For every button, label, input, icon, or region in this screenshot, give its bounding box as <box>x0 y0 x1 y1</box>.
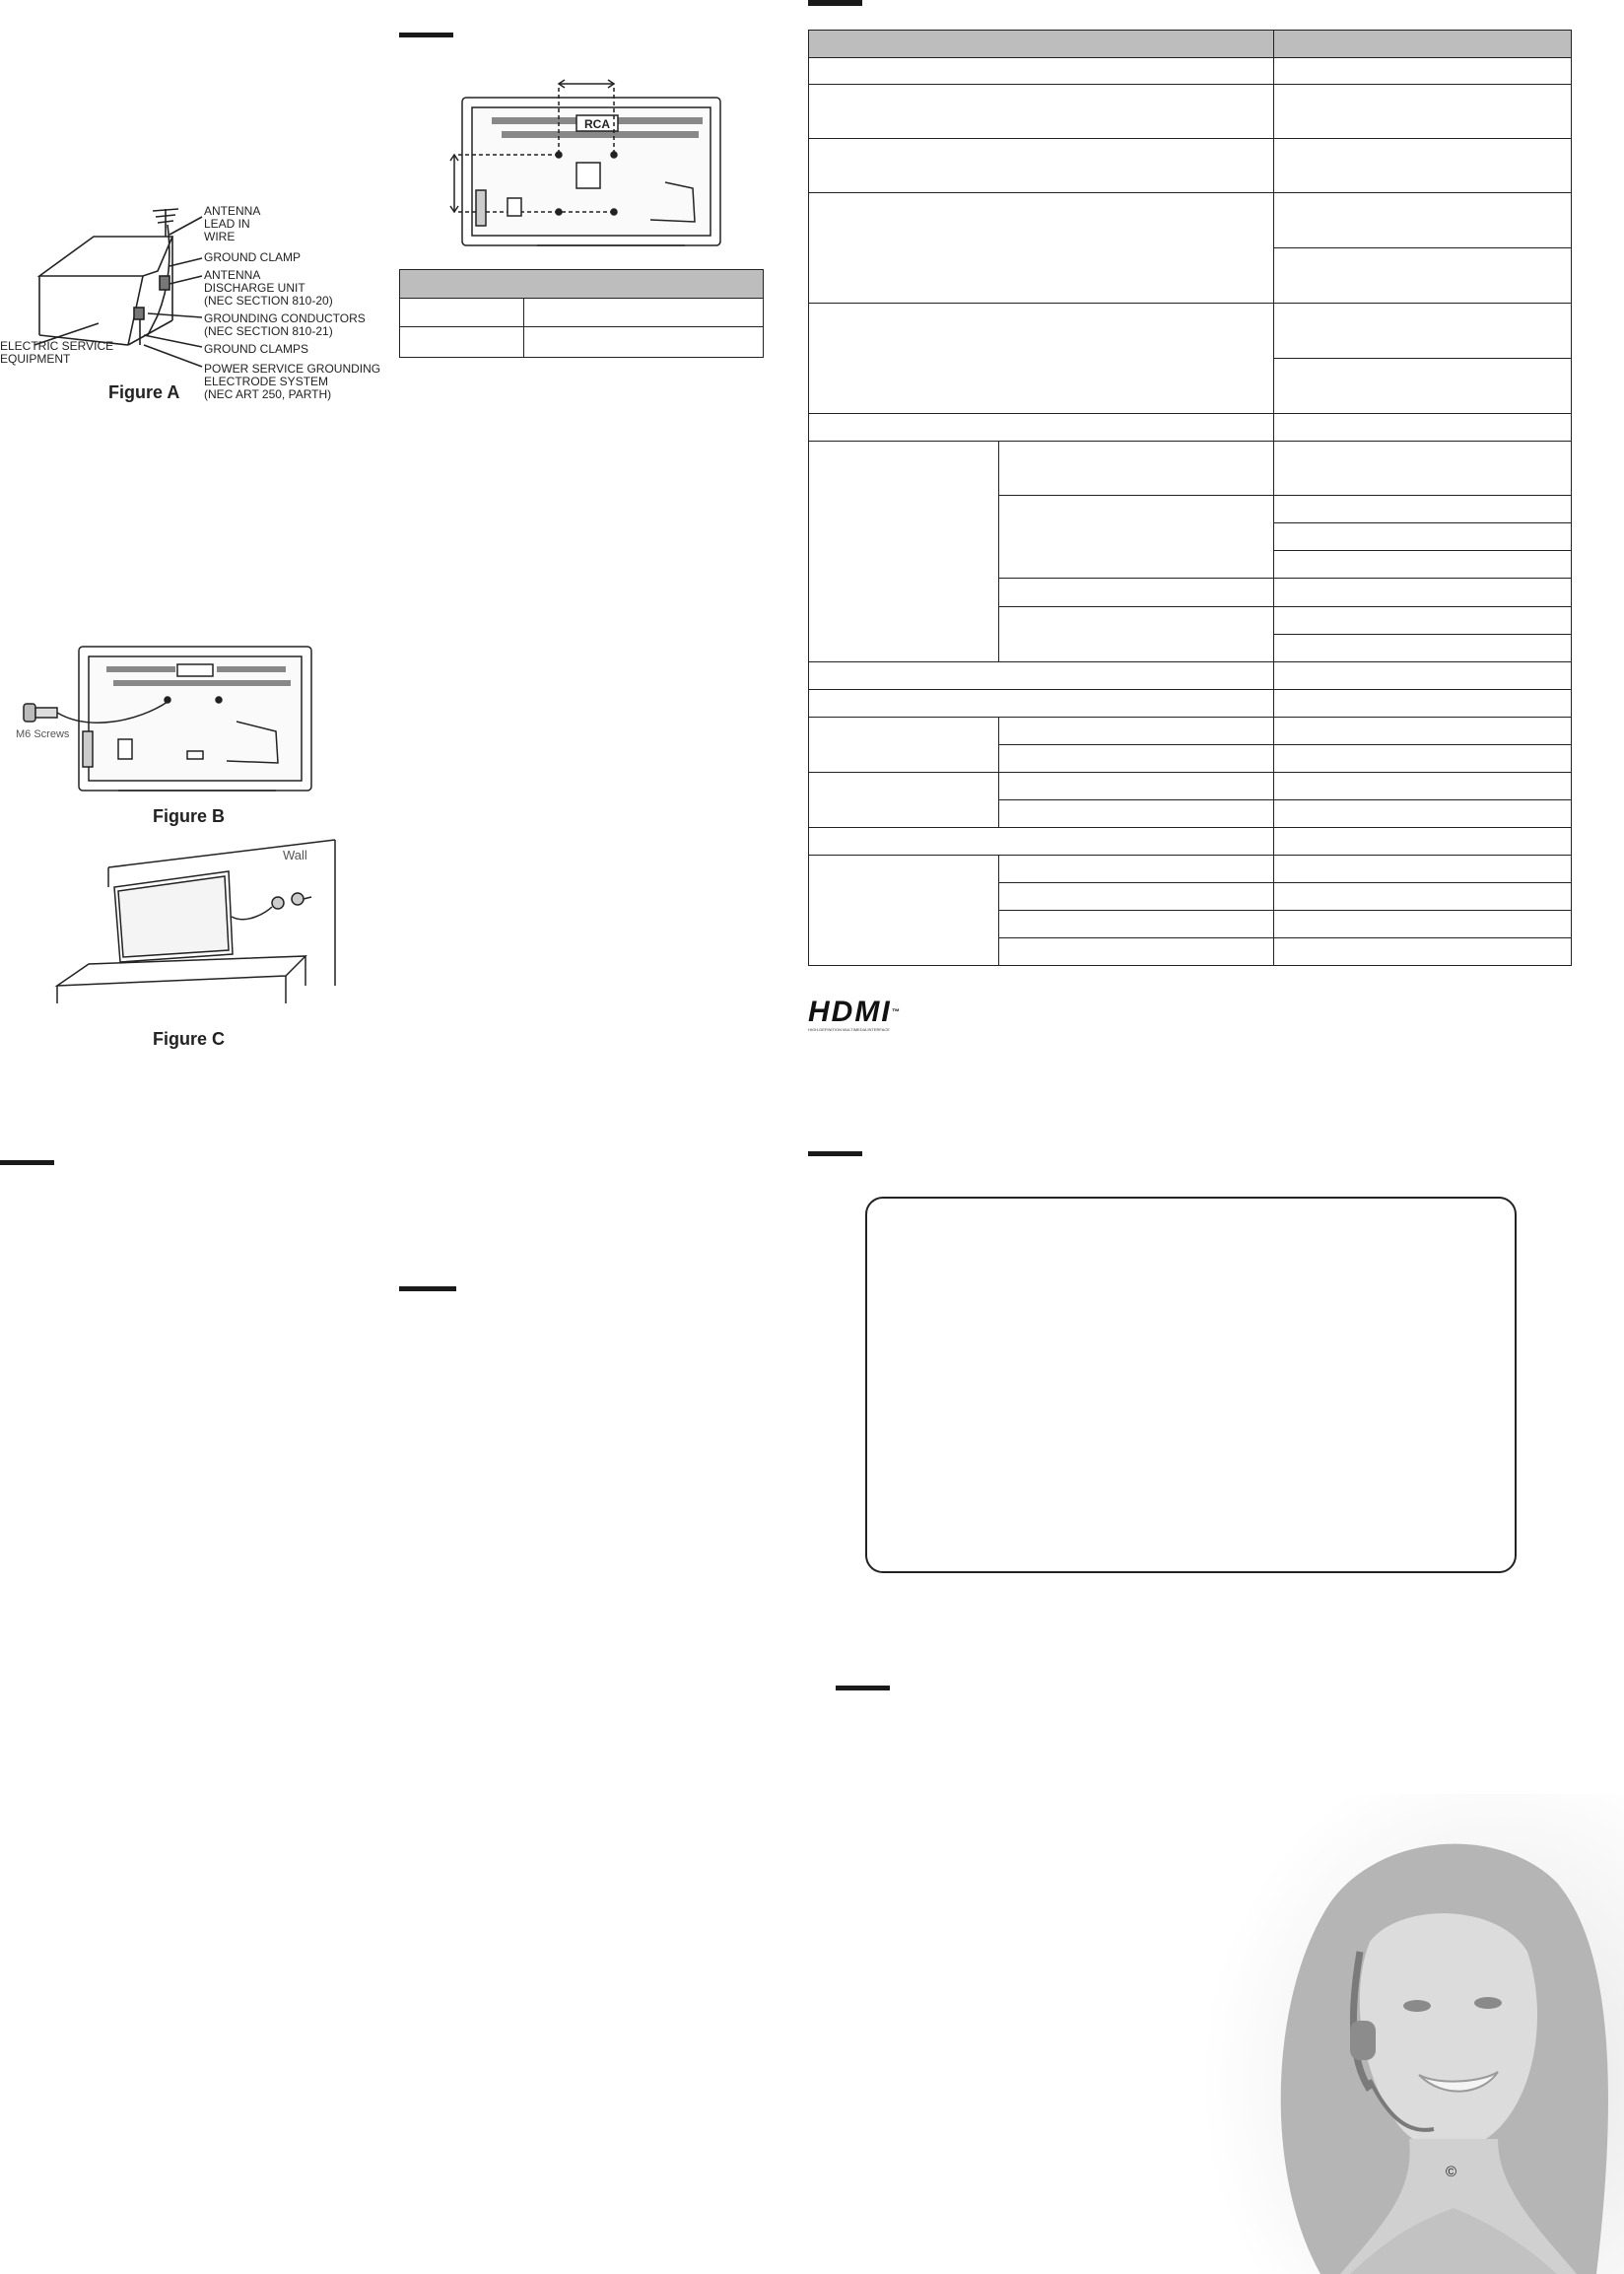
table-row <box>809 773 1572 800</box>
hdmi-logo-word: HDMI <box>808 996 892 1028</box>
callout-nec-810-20: (NEC SECTION 810-20) <box>204 294 333 308</box>
table-row <box>809 828 1572 856</box>
support-agent-photo <box>1202 1794 1624 2274</box>
m6-screws-label: M6 Screws <box>16 728 70 740</box>
callout-antenna-2: ANTENNA <box>204 268 261 282</box>
section-heading-bar-right-lower <box>836 1686 890 1690</box>
wall-label: Wall <box>283 848 307 862</box>
equipment-label: EQUIPMENT <box>0 352 71 366</box>
table-row <box>809 304 1572 359</box>
table-row <box>400 327 764 358</box>
callout-ground-clamps: GROUND CLAMPS <box>204 342 309 356</box>
callout-antenna: ANTENNA <box>204 204 261 218</box>
figure-a-caption: Figure A <box>108 382 180 402</box>
callout-electrode-system: ELECTRODE SYSTEM <box>204 375 329 388</box>
notice-box <box>865 1197 1517 1573</box>
figure-c-drawing <box>49 838 365 1005</box>
callout-grounding-conductors: GROUNDING CONDUCTORS <box>204 311 366 325</box>
table-row <box>809 85 1572 139</box>
section-heading-bar-mid-lower <box>399 1286 456 1291</box>
callout-ground-clamp: GROUND CLAMP <box>204 250 302 264</box>
figure-b-drawing <box>20 643 315 795</box>
hdmi-logo-tagline: HIGH-DEFINITION MULTIMEDIA INTERFACE <box>808 1027 890 1032</box>
callout-lead-in: LEAD IN <box>204 217 250 231</box>
callout-power-service-grounding: POWER SERVICE GROUNDING <box>204 362 381 376</box>
vesa-table <box>399 269 764 358</box>
table-row <box>809 139 1572 193</box>
table-row <box>809 193 1572 248</box>
vesa-table-header <box>400 270 764 299</box>
figure-c-caption: Figure C <box>153 1029 226 1049</box>
callout-nec-810-21: (NEC SECTION 810-21) <box>204 324 333 338</box>
figure-b-caption: Figure B <box>153 806 226 826</box>
table-row <box>400 299 764 327</box>
spec-table-header <box>809 31 1572 58</box>
callout-nec-art-250: (NEC ART 250, PARTH) <box>204 387 332 401</box>
table-row <box>809 414 1572 442</box>
vesa-rear-panel-drawing <box>448 74 724 251</box>
table-row <box>809 856 1572 883</box>
section-heading-bar-left <box>0 1160 54 1165</box>
table-row <box>809 58 1572 85</box>
copyright-mark: © <box>1446 2164 1457 2180</box>
section-heading-bar-right-mid <box>808 1151 862 1156</box>
hdmi-logo <box>808 998 902 1033</box>
table-row <box>809 718 1572 745</box>
table-row <box>809 442 1572 496</box>
table-row <box>809 662 1572 690</box>
hdmi-logo-tm: ™ <box>891 1007 902 1016</box>
specification-table <box>808 30 1572 966</box>
rear-brand-logo: RCA <box>584 117 610 131</box>
callout-discharge-unit: DISCHARGE UNIT <box>204 281 305 295</box>
callout-wire: WIRE <box>204 230 236 243</box>
table-row <box>809 690 1572 718</box>
electric-service-label: ELECTRIC SERVICE <box>0 339 114 353</box>
section-heading-bar-right-top <box>808 0 862 6</box>
section-heading-bar-mid-top <box>399 33 453 37</box>
